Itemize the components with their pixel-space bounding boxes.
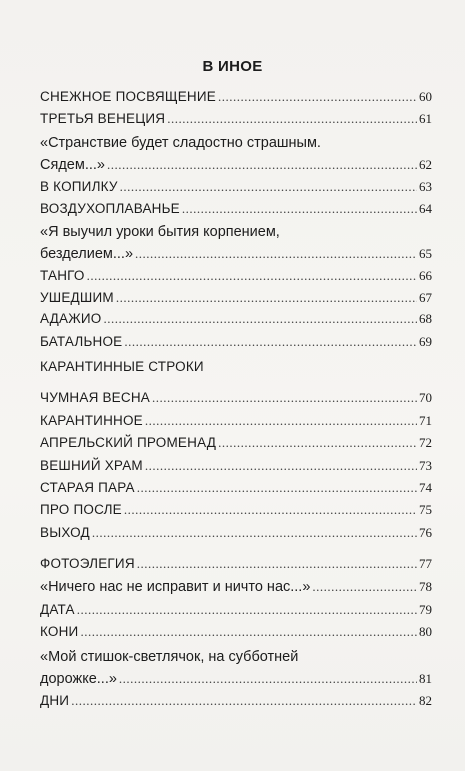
toc-entry-title: ВЫХОД [40, 525, 90, 540]
toc-entry-title: АДАЖИО [40, 311, 102, 326]
dot-leader [116, 287, 417, 309]
toc-entry-page: 71 [419, 413, 432, 428]
dot-leader [71, 690, 417, 712]
toc-entry [40, 387, 432, 409]
toc-entry-page: 69 [419, 334, 432, 349]
toc-entry [40, 477, 432, 499]
toc-entry-title: СТАРАЯ ПАРА [40, 480, 135, 495]
toc-entry [40, 599, 432, 621]
toc-entry-page: 72 [419, 435, 432, 450]
toc-entry-title: «Ничего нас не исправит и ничто нас...» [40, 579, 311, 595]
dot-leader [137, 553, 417, 575]
toc-entry-page: 61 [419, 111, 432, 126]
dot-leader [135, 243, 417, 265]
dot-leader [120, 176, 417, 198]
toc-entry-title: ТРЕТЬЯ ВЕНЕЦИЯ [40, 111, 166, 126]
toc-entry [40, 410, 432, 432]
toc-entry-page: 67 [419, 290, 432, 305]
toc-entry-page: 79 [419, 602, 432, 617]
toc-entry-title: ДАТА [40, 602, 75, 617]
toc-entry-page: 70 [419, 390, 432, 405]
toc-entry-title: ДНИ [40, 693, 70, 708]
toc-entry-title: В КОПИЛКУ [40, 179, 118, 194]
subsection-heading [40, 356, 432, 378]
subsection-title: КАРАНТИННЫЕ СТРОКИ [40, 359, 204, 374]
toc-entry-title: БАТАЛЬНОЕ [40, 334, 123, 349]
toc-entry-page: 63 [419, 179, 432, 194]
toc-entry-page: 74 [419, 480, 432, 495]
toc-entry [40, 553, 432, 575]
toc-entry [40, 576, 432, 598]
toc-entry [40, 690, 432, 712]
dot-leader [152, 387, 417, 409]
toc-entry [40, 522, 432, 544]
toc-entry-title: ВОЗДУХОПЛАВАНЬЕ [40, 201, 180, 216]
toc-entry-page: 80 [419, 624, 432, 639]
toc-entry-page: 64 [419, 201, 432, 216]
toc-entry-first-line: «Я выучил уроки бытия корпением, [40, 224, 280, 240]
toc-entry-page: 65 [419, 246, 432, 261]
toc-entry [40, 287, 432, 309]
toc-entry [40, 432, 432, 454]
toc-entry-page: 73 [419, 458, 432, 473]
toc-entry-title: УШЕДШИМ [40, 290, 114, 305]
toc-entry-page: 62 [419, 157, 432, 172]
toc-entry-title: дорожке...» [40, 671, 117, 687]
section-title: В ИНОЕ [202, 58, 263, 75]
toc-entry [40, 331, 432, 353]
toc-entry [40, 108, 432, 130]
toc-entry-title: ТАНГО [40, 268, 85, 283]
toc-entry [40, 499, 432, 521]
toc-entry-title: ВЕШНИЙ ХРАМ [40, 458, 143, 473]
dot-leader [92, 522, 417, 544]
toc-entry-page: 66 [419, 268, 432, 283]
toc-entry-page: 68 [419, 311, 432, 326]
dot-leader [77, 599, 417, 621]
toc-entry-title: КОНИ [40, 624, 79, 639]
toc-entry [40, 86, 432, 108]
dot-leader [145, 410, 417, 432]
toc-entry-page: 82 [419, 693, 432, 708]
dot-leader [137, 477, 417, 499]
dot-leader [124, 331, 417, 353]
dot-leader [312, 576, 417, 598]
dot-leader [145, 455, 417, 477]
toc-entry [40, 265, 432, 287]
toc-entry-title: ФОТОЭЛЕГИЯ [40, 556, 135, 571]
toc-entry-title: Сядем...» [40, 157, 105, 173]
toc-entry-title: АПРЕЛЬСКИЙ ПРОМЕНАД [40, 435, 217, 450]
toc-entry [40, 132, 432, 176]
toc-entry-first-line: «Странствие будет сладостно страшным. [40, 135, 321, 151]
dot-leader [119, 668, 417, 690]
toc-entry [40, 308, 432, 330]
toc-entry-first-line: «Мой стишок-светлячок, на субботней [40, 649, 299, 665]
toc-entry [40, 221, 432, 265]
toc-entry [40, 621, 432, 643]
toc-entry [40, 455, 432, 477]
dot-leader [218, 432, 417, 454]
toc-entry [40, 198, 432, 220]
dot-leader [167, 108, 417, 130]
dot-leader [87, 265, 417, 287]
dot-leader [107, 154, 417, 176]
dot-leader [182, 198, 417, 220]
toc-entry-page: 78 [419, 579, 432, 594]
toc-entry-title: СНЕЖНОЕ ПОСВЯЩЕНИЕ [40, 89, 216, 104]
toc-entry [40, 646, 432, 690]
dot-leader [103, 308, 417, 330]
toc-entry-title: ЧУМНАЯ ВЕСНА [40, 390, 150, 405]
dot-leader [218, 86, 417, 108]
toc-entry-page: 76 [419, 525, 432, 540]
toc-entry-title: КАРАНТИННОЕ [40, 413, 143, 428]
toc-entry-page: 77 [419, 556, 432, 571]
dot-leader [80, 621, 417, 643]
toc-entry [40, 176, 432, 198]
toc-entry-page: 75 [419, 502, 432, 517]
toc-entry-page: 81 [419, 671, 432, 686]
toc-entry-title: безделием...» [40, 246, 134, 262]
toc-entry-title: ПРО ПОСЛЕ [40, 502, 122, 517]
dot-leader [124, 499, 417, 521]
toc-entry-page: 60 [419, 89, 432, 104]
